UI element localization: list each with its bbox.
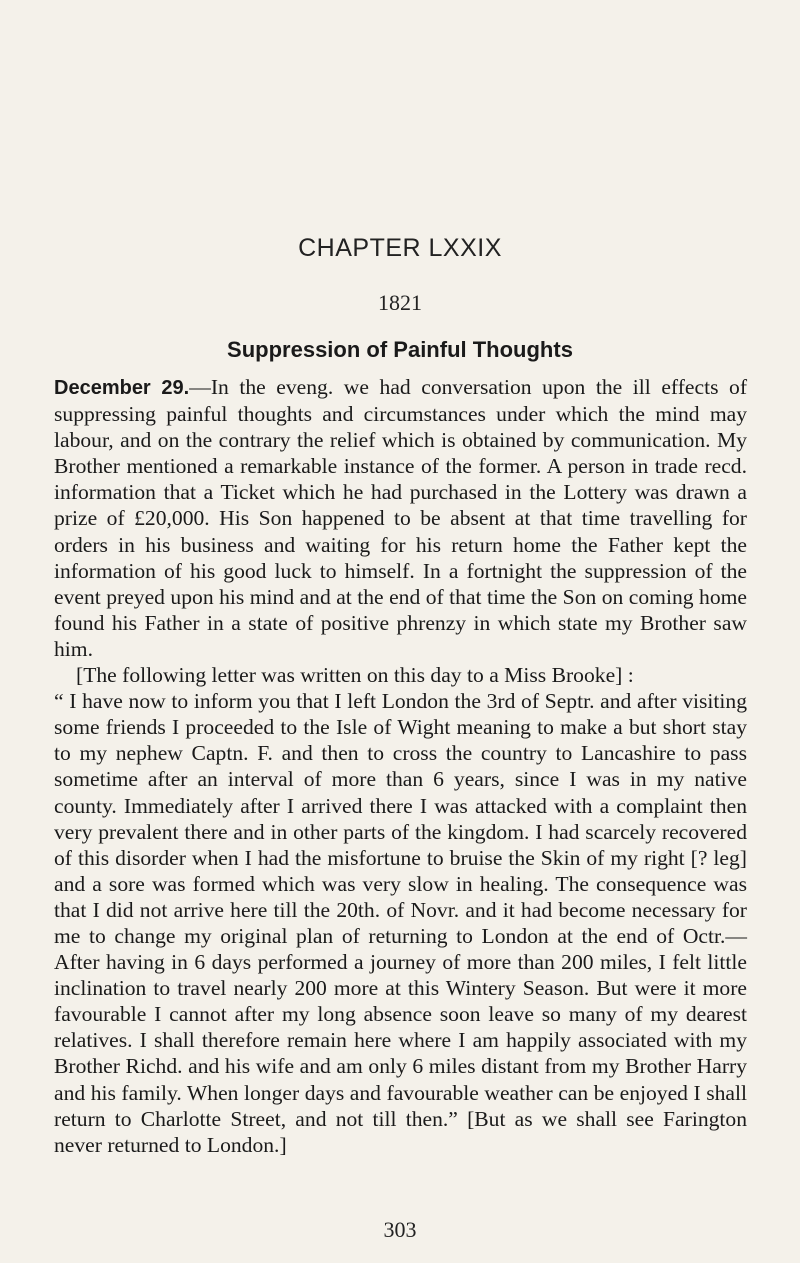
section-title: Suppression of Painful Thoughts — [227, 337, 573, 362]
chapter-heading: CHAPTER LXXIX — [298, 234, 502, 262]
body-text — [54, 374, 747, 1158]
letter-intro: [The following letter was written on this day to a Miss Brooke] : — [76, 663, 634, 688]
chapter-year: 1821 — [378, 290, 422, 315]
entry-date: December 29. — [54, 377, 190, 399]
diary-entry-paragraph — [54, 374, 747, 662]
entry-text: —In the eveng. we had conversation upon the ill effects of suppressing painful thoughts and circumstances under which the mind may labour, and on the contrary the relief which is obtained by communication. My Brother mentioned a remarkable instance of the former. A person in trade recd. information that a Ticket which he had purchased in the Lottery was drawn a prize of £20,000. His Son happened to be absent at that time travelling for orders in his business and waiting for his return home the Father kept the information of his good luck to himself. In a fortnight the suppression of the event preyed upon his mind and at the end of that time the Son on coming home found his Father in a state of positive phrenzy in which state my Brother saw him. — [54, 375, 748, 661]
letter-text: “ I have now to inform you that I left London the 3rd of Septr. and after visiting some friends I proceeded to the Isle of Wight meaning to make a but short stay to my nephew Captn. F. and then to cross the country to Lancashire to pass sometime after an interval of more than 6 years, since I was in my native county. Immediately after I arrived there I was attacked with a complaint then very prevalent there and in other parts of the kingdom. I had scarcely recovered of this disorder when I had the misfortune to bruise the Skin of my right [? leg] and a sore was formed which was very slow in healing. The consequence was that I did not arrive here till the 20th. of Novr. and it had become necessary for me to change my original plan of returning to London at the end of Octr.— After having in 6 days performed a journey of more than 200 miles, I felt little inclination to travel nearly 200 more at this Wintery Season. But were it more favourable I cannot after my long absence soon leave so many of my dearest relatives. I shall therefore remain here where I am happily associated with my Brother Richd. and his wife and am only 6 miles distant from my Brother Harry and his family. When longer days and favourable weather can be enjoyed I shall return to Charlotte Street, and not till then.” [But as we shall see Farington never returned to London.] — [54, 689, 747, 1157]
page-number: 303 — [383, 1217, 417, 1242]
